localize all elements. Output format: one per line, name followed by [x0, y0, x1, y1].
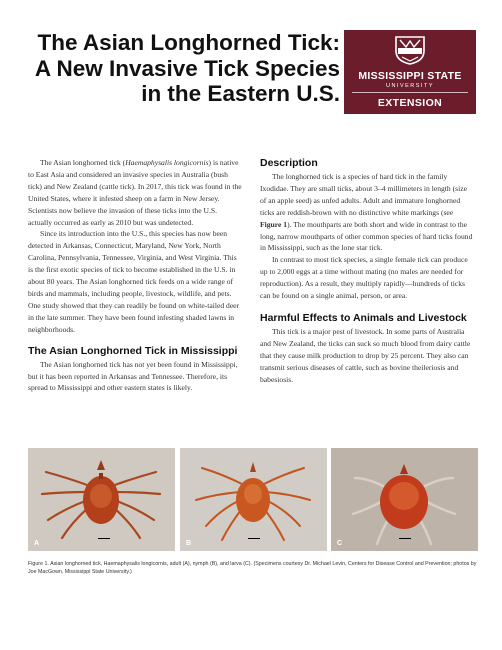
- heading-mississippi: The Asian Longhorned Tick in Mississippi: [28, 344, 238, 357]
- title-line-1: The Asian Longhorned Tick:: [37, 30, 340, 55]
- scale-bar: [248, 538, 260, 539]
- title-line-2: A New Invasive Tick Species: [34, 55, 340, 81]
- larva-tick-illustration: [331, 448, 478, 551]
- scientific-name: Haemaphysalis longicornis: [125, 158, 209, 167]
- heading-harmful-effects: Harmful Effects to Animals and Livestock: [260, 311, 467, 324]
- photo-nymph-tick: [180, 448, 327, 551]
- mississippi-paragraph: The Asian longhorned tick has not yet been found in Mississippi, but it has been reported in Arkansas and Tennessee. Therefore, its spread to Mississippi and other eastern states is likely.: [28, 359, 238, 393]
- description-paragraph-2: In contrast to most tick species, a single female tick can produce up to 2,000 eggs at a time without mating (no males are needed for reproduction). As a result, they multiply rapidly—hundreds of ticks can be found on a single animal, person, or area.: [260, 255, 468, 301]
- logo-university-name: MISSISSIPPI STATE: [358, 70, 462, 82]
- right-column: [260, 157, 474, 386]
- msu-seal-icon: [392, 35, 428, 65]
- harmful-paragraph: This tick is a major pest of livestock. In some parts of Australia and New Zealand, the ticks can suck so much blood from dairy cattle that they cause milk production to drop by 25 percent. They also can transmit serious diseases of cattle, such as bovine theileriosis and babesiosis.: [260, 326, 471, 384]
- scale-bar: [399, 538, 411, 539]
- scale-bar: [98, 538, 110, 539]
- intro-paragraph-2: Since its introduction into the U.S., this species has now been detected in Arkansas, Connecticut, Maryland, New York, North Carolina, Pennsylvania, Tennessee, Virginia, and West Virginia. This is the first exotic species of tick to become established in the U.S. in about 80 years. The Asian longhorned tick feeds on a wide range of birds and mammals, including people, livestock, wildlife, and pets. One study showed that they can readily be found on white-tailed deer in the late summer. They have been found infesting shaded lawns in neighborhoods.: [28, 229, 240, 334]
- panel-label-a: A: [34, 540, 40, 547]
- nymph-tick-illustration: [180, 448, 327, 551]
- description-paragraph-1: The longhorned tick is a species of hard tick in the family Ixodidae. They are small ticks, about 3–4 millimeters in length (size of an apple seed) as unfed adults. Adult and immature longhorned ticks are reddish-brown with no distinctive white markings (see Figure 1). The mouthparts are both short and wide in contrast to the long, narrow mouthparts of other common species of hard ticks found in Mississippi, such as the lone star tick.: [260, 172, 473, 253]
- panel-label-c: C: [337, 540, 343, 547]
- adult-tick-illustration: [28, 448, 175, 551]
- page-title: [28, 30, 340, 107]
- heading-description: Description: [260, 157, 318, 169]
- logo-university-word: UNIVERSITY: [385, 83, 434, 89]
- photo-larva-tick: [331, 448, 478, 551]
- panel-label-b: B: [186, 540, 192, 547]
- logo-divider: [352, 92, 468, 93]
- figure-caption: Figure 1. Asian longhorned tick, Haemaphysalis longicornis, adult (A), nymph (B), and larva (C). (Specimens courtesy Dr. Michael Levin, Centers for Disease Control and Prevention; photos by Joe MacGown, Mississippi State University.): [28, 561, 477, 575]
- logo-extension: EXTENSION: [377, 97, 443, 109]
- photo-adult-tick: [28, 448, 175, 551]
- left-column: [28, 157, 242, 394]
- title-line-3: in the Eastern U.S.: [141, 81, 340, 106]
- figure-reference: Figure 1: [260, 219, 288, 229]
- intro-paragraph-1: The Asian longhorned tick (Haemaphysalis longicornis) is native to East Asia and considered an invasive species in Australia (bush tick) and New Zealand (cattle tick). In 2017, this tick was found in the United States, where it infested sheep on a farm in New Jersey. Scientists now believe the invasion of these ticks into the U.S. actually occurred as early as 2010 but was undetected.: [28, 158, 242, 227]
- msu-extension-logo: [344, 30, 476, 114]
